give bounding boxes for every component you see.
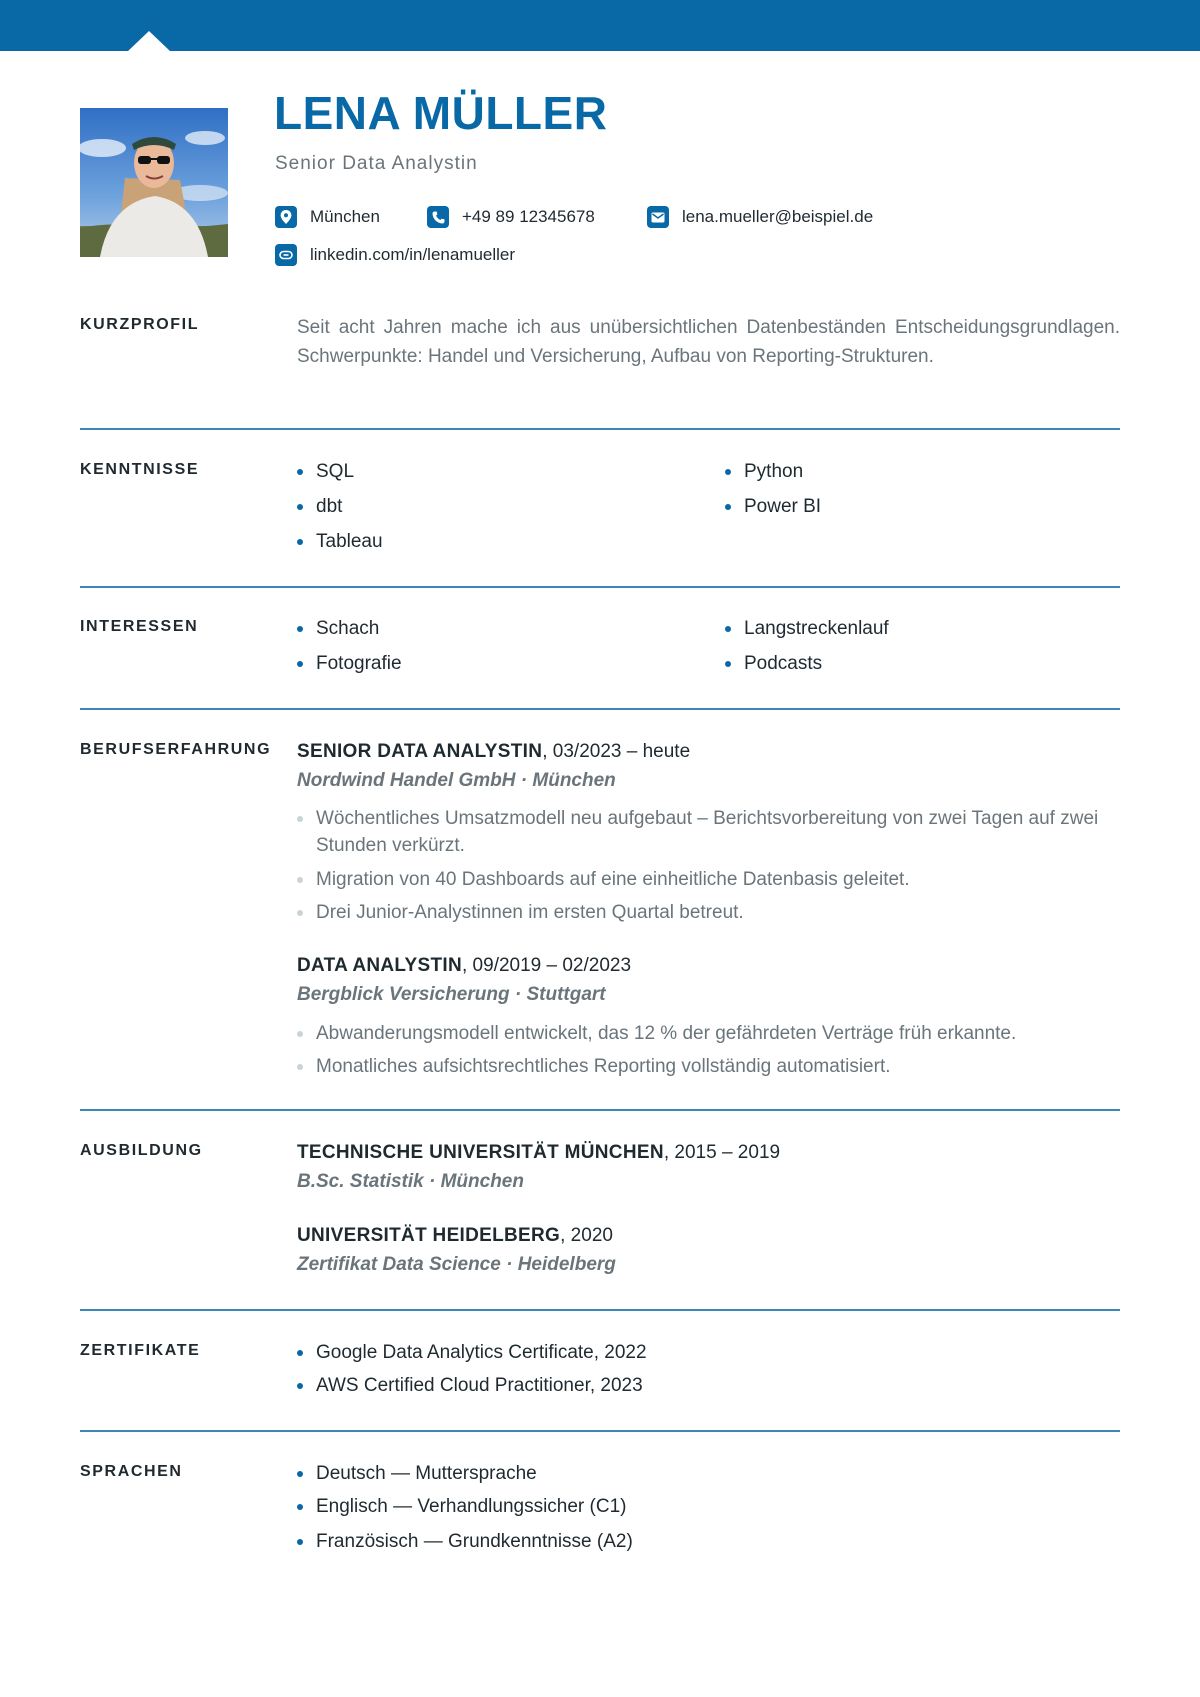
interest-item — [297, 653, 402, 675]
section-divider — [80, 1109, 1120, 1111]
skill-item — [725, 461, 803, 483]
education-period: , 2015 – 2019 — [663, 1142, 781, 1163]
header-bar — [0, 0, 1200, 51]
certificate-item — [297, 1375, 643, 1397]
section-title: INTERESSEN — [80, 618, 199, 635]
bullet-dot — [297, 661, 303, 667]
job-bullet-text: Wöchentliches Umsatzmodell neu aufgebaut – Berichtsvorbereitung von zwei Tagen auf zwei Stunden verkürzt. — [316, 808, 1099, 856]
skill-label: Power BI — [744, 496, 822, 517]
interest-item — [297, 618, 379, 640]
section-divider — [80, 586, 1120, 588]
interest-label: Schach — [316, 618, 380, 639]
phone-icon — [427, 206, 449, 228]
skill-item — [297, 461, 354, 483]
job-position: DATA ANALYSTIN — [297, 955, 462, 976]
bullet-dot — [297, 1539, 303, 1545]
job-title — [297, 955, 631, 977]
mail-icon — [647, 206, 669, 228]
job-position: SENIOR DATA ANALYSTIN — [297, 741, 543, 762]
section-divider — [80, 1309, 1120, 1311]
bullet-dot — [297, 910, 303, 916]
bullet-dot — [725, 469, 731, 475]
bullet-dot — [297, 539, 303, 545]
job-period: , 03/2023 – heute — [542, 741, 691, 762]
job-organization: Bergblick Versicherung · Stuttgart — [297, 984, 606, 1005]
interest-label: Fotografie — [316, 653, 402, 674]
section-divider — [80, 428, 1120, 430]
job-bullet — [297, 1020, 1107, 1047]
section-divider — [80, 708, 1120, 710]
section-title: ZERTIFIKATE — [80, 1342, 201, 1359]
bullet-dot — [725, 626, 731, 632]
skill-label: SQL — [316, 461, 355, 482]
bullet-dot — [297, 469, 303, 475]
contact-location-text: München — [310, 207, 380, 226]
education-school: TECHNISCHE UNIVERSITÄT MÜNCHEN — [297, 1142, 664, 1163]
section-title: AUSBILDUNG — [80, 1142, 203, 1159]
contact-phone-text: +49 89 12345678 — [462, 207, 595, 226]
education-detail: Zertifikat Data Science · Heidelberg — [297, 1254, 616, 1275]
language-label: Französisch — Grundkenntnisse (A2) — [316, 1531, 633, 1552]
contact-linkedin[interactable] — [275, 244, 515, 266]
job-period: , 09/2019 – 02/2023 — [462, 955, 632, 976]
job-bullet — [297, 1053, 1107, 1080]
skill-item — [725, 496, 821, 518]
job-bullet-text: Abwanderungsmodell entwickelt, das 12 % der gefährdeten Verträge früh erkannte. — [316, 1023, 1017, 1044]
job-bullet-text: Monatliches aufsichtsrechtliches Reporting vollständig automatisiert. — [316, 1056, 891, 1077]
bullet-dot — [297, 816, 303, 822]
skill-item — [297, 531, 383, 553]
bullet-dot — [297, 1350, 303, 1356]
certificate-item — [297, 1342, 647, 1364]
skill-label: Python — [744, 461, 804, 482]
language-item — [297, 1463, 537, 1485]
education-school: UNIVERSITÄT HEIDELBERG — [297, 1225, 561, 1246]
job-organization: Nordwind Handel GmbH · München — [297, 770, 616, 791]
job-bullet — [297, 866, 1107, 893]
education-title — [297, 1225, 613, 1247]
language-label: Englisch — Verhandlungssicher (C1) — [316, 1496, 627, 1517]
header-notch — [127, 31, 171, 52]
contact-email-text: lena.mueller@beispiel.de — [682, 207, 874, 226]
bullet-dot — [297, 1064, 303, 1070]
contact-linkedin-text: linkedin.com/in/lenamueller — [310, 245, 516, 264]
section-title: BERUFSERFAHRUNG — [80, 741, 272, 758]
job-bullet — [297, 805, 1107, 859]
contact-email[interactable] — [647, 206, 873, 228]
location-pin-icon — [275, 206, 297, 228]
bullet-dot — [725, 504, 731, 510]
link-icon — [275, 244, 297, 266]
summary-text: Seit acht Jahren mache ich aus unübersichtlichen Datenbeständen Entscheidungsgrundlagen. Schwerpunkte: Handel und Versicherung, Aufbau von Reporting-Strukturen. — [297, 317, 1120, 367]
candidate-name: LENA MÜLLER — [274, 87, 608, 139]
interest-item — [725, 653, 822, 675]
skill-label: dbt — [316, 496, 343, 517]
section-title: KURZPROFIL — [80, 316, 200, 333]
education-period: , 2020 — [560, 1225, 613, 1246]
bullet-dot — [725, 661, 731, 667]
certificate-label: AWS Certified Cloud Practitioner, 2023 — [316, 1375, 643, 1396]
job-bullet — [297, 899, 1107, 926]
education-detail: B.Sc. Statistik · München — [297, 1171, 524, 1192]
education-title — [297, 1142, 780, 1164]
language-item — [297, 1496, 627, 1518]
skill-item — [297, 496, 342, 518]
candidate-role: Senior Data Analystin — [275, 153, 478, 174]
bullet-dot — [297, 877, 303, 883]
section-divider — [80, 1430, 1120, 1432]
interest-item — [725, 618, 889, 640]
language-label: Deutsch — Muttersprache — [316, 1463, 537, 1484]
bullet-dot — [297, 1504, 303, 1510]
job-bullet-text: Drei Junior-Analystinnen im ersten Quartal betreut. — [316, 902, 744, 923]
contact-phone[interactable] — [427, 206, 595, 228]
language-item — [297, 1531, 633, 1553]
interest-label: Podcasts — [744, 653, 823, 674]
interest-label: Langstreckenlauf — [744, 618, 889, 639]
job-bullet-text: Migration von 40 Dashboards auf eine einheitliche Datenbasis geleitet. — [316, 869, 910, 890]
bullet-dot — [297, 626, 303, 632]
bullet-dot — [297, 1471, 303, 1477]
profile-photo — [80, 108, 228, 257]
skill-label: Tableau — [316, 531, 383, 552]
section-title: KENNTNISSE — [80, 461, 200, 478]
bullet-dot — [297, 1031, 303, 1037]
section-title: SPRACHEN — [80, 1463, 183, 1480]
job-title — [297, 741, 690, 763]
bullet-dot — [297, 1383, 303, 1389]
bullet-dot — [297, 504, 303, 510]
contact-location — [275, 206, 380, 228]
certificate-label: Google Data Analytics Certificate, 2022 — [316, 1342, 647, 1363]
